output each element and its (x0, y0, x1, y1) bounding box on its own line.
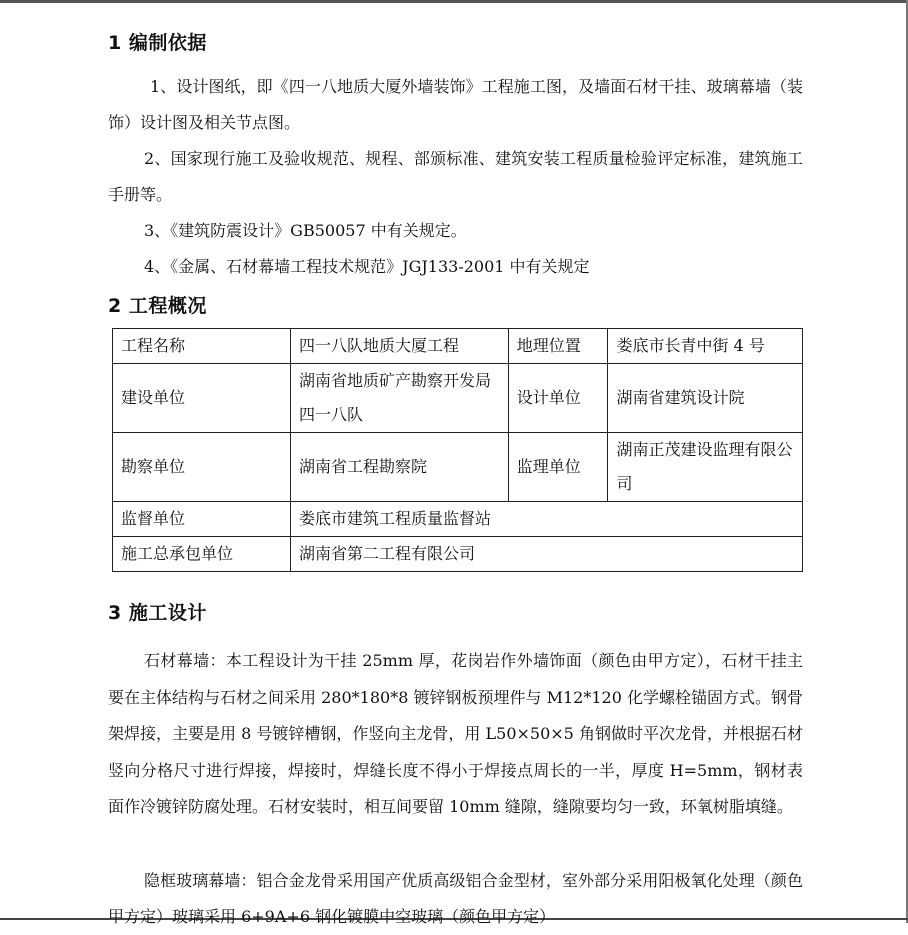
cell-label: 施工总承包单位 (113, 537, 291, 572)
cell-label: 勘察单位 (113, 433, 291, 502)
cell-label: 设计单位 (508, 364, 608, 433)
cell-value: 湖南省地质矿产勘察开发局四一八队 (291, 364, 509, 433)
cell-label: 地理位置 (508, 329, 608, 364)
cell-value: 湖南省第二工程有限公司 (291, 537, 803, 572)
cell-label: 工程名称 (113, 329, 291, 364)
section-title-basis: 1 编制依据 (108, 32, 207, 54)
cell-value: 娄底市建筑工程质量监督站 (291, 502, 803, 537)
basis-item-1: 1、设计图纸，即《四一八地质大厦外墙装饰》工程施工图，及墙面石材干挂、玻璃幕墙（装饰）设计图及相关节点图。 (108, 77, 803, 132)
cell-value: 湖南正茂建设监理有限公司 (608, 433, 803, 502)
section-title-design: 3 施工设计 (108, 602, 207, 624)
cell-value: 湖南省工程勘察院 (291, 433, 509, 502)
cell-value: 娄底市长青中街 4 号 (608, 329, 803, 364)
top-border (0, 0, 908, 3)
table-row (113, 502, 803, 537)
project-overview-table (112, 328, 803, 572)
table-row (113, 329, 803, 364)
cell-value: 四一八队地质大厦工程 (291, 329, 509, 364)
table-row (113, 364, 803, 433)
cell-label: 监督单位 (113, 502, 291, 537)
basis-item-4: 4、《金属、石材幕墙工程技术规范》JGJ133-2001 中有关规定 (144, 257, 590, 276)
table-row (113, 433, 803, 502)
basis-item-3: 3、《建筑防震设计》GB50057 中有关规定。 (144, 221, 467, 240)
section-title-overview: 2 工程概况 (108, 295, 207, 317)
basis-item-2: 2、国家现行施工及验收规范、规程、部颁标准、建筑安装工程质量检验评定标准，建筑施工手册等。 (108, 149, 803, 204)
table-row (113, 537, 803, 572)
cell-label: 监理单位 (508, 433, 608, 502)
design-paragraph-glass: 隐框玻璃幕墙：铝合金龙骨采用国产优质高级铝合金型材，室外部分采用阳极氧化处理（颜色甲方定）玻璃采用 6+9A+6 钢化镀膜中空玻璃（颜色甲方定） (108, 871, 803, 926)
cell-label: 建设单位 (113, 364, 291, 433)
cell-value: 湖南省建筑设计院 (608, 364, 803, 433)
design-paragraph-stone: 石材幕墙：本工程设计为干挂 25mm 厚，花岗岩作外墙饰面（颜色由甲方定），石材干挂主要在主体结构与石材之间采用 280*180*8 镀锌钢板预埋件与 M12*120 化学螺栓锚固方式。钢骨架焊接，主要是用 8 号镀锌槽钢，作竖向主龙骨，用 L50×50×5 角钢做时平次龙骨，并根据石材竖向分格尺寸进行焊接，焊接时，焊缝长度不得小于焊接点周长的一半，厚度 H=5mm，钢材表面作冷镀锌防腐处理。石材安装时，相互间要留 10mm 缝隙，缝隙要均匀一致，环氧树脂填缝。 (108, 651, 803, 816)
